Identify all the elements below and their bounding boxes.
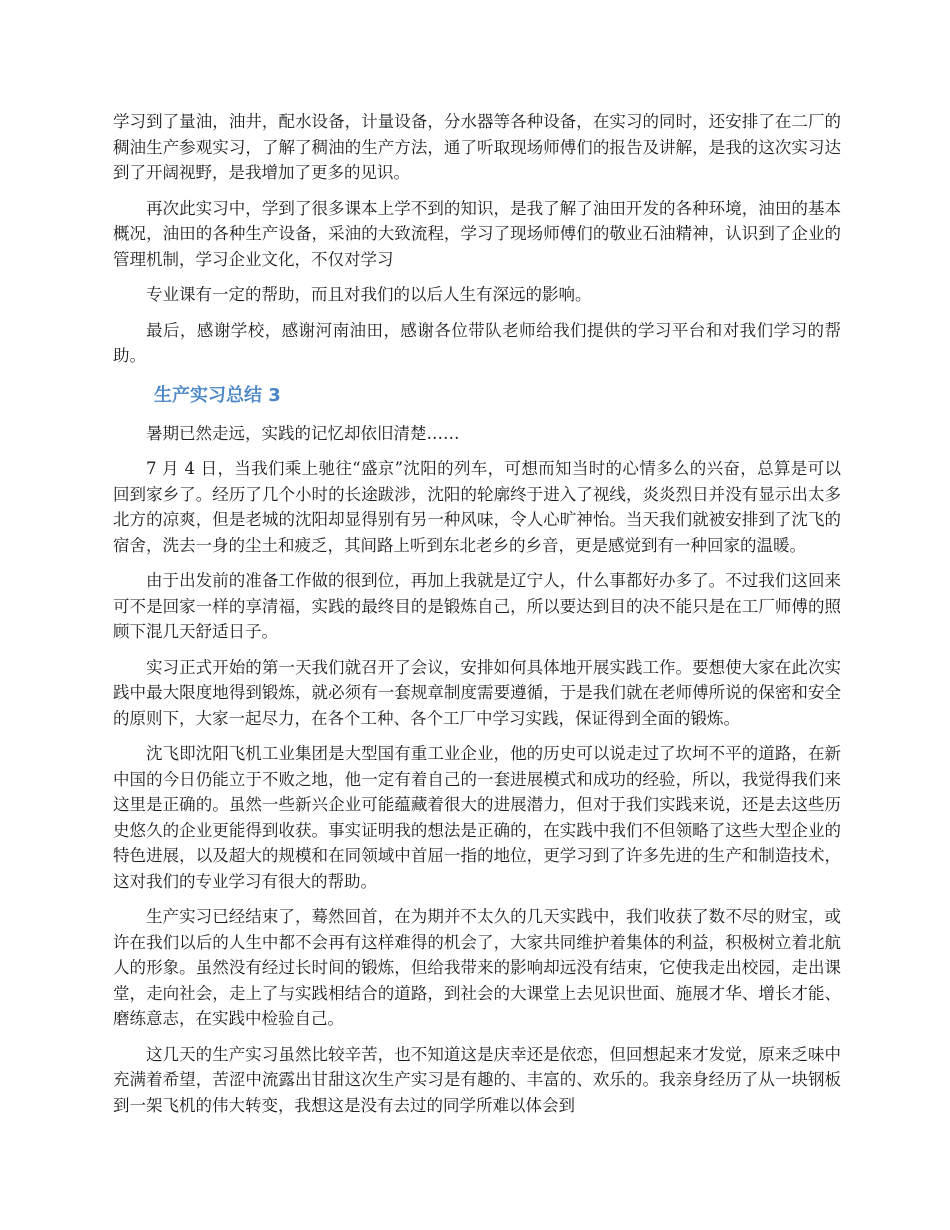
- paragraph: 生产实习已经结束了，蓦然回首，在为期并不太久的几天实践中，我们收获了数不尽的财宝，或许在我们以后的人生中都不会再有这样难得的机会了，大家共同维护着集体的利益，积极树立着北航人的形象。虽然没有经过长时间的锻炼，但给我带来的影响却远没有结束，它使我走出校园，走出课堂，走向社会，走上了与实践相结合的道路，到社会的大课堂上去见识世面、施展才华、增长才能、磨练意志，在实践中检验自己。: [113, 907, 841, 1028]
- paragraph: 最后，感谢学校，感谢河南油田，感谢各位带队老师给我们提供的学习平台和对我们学习的帮助。: [113, 320, 841, 365]
- paragraph: 再次此实习中，学到了很多课本上学不到的知识，是我了解了油田开发的各种环境，油田的基本概况，油田的各种生产设备，采油的大致流程，学习了现场师傅们的敬业石油精神，认识到了企业的管理机制，学习企业文化，不仅对学习: [113, 198, 841, 269]
- document-page: [113, 109, 841, 1128]
- section-heading: 生产实习总结 3: [154, 384, 281, 406]
- paragraph: 这几天的生产实习虽然比较辛苦，也不知道这是庆幸还是依恋，但回想起来才发觉，原来乏味中充满着希望，苦涩中流露出甘甜这次生产实习是有趣的、丰富的、欢乐的。我亲身经历了从一块钢板到一架飞机的伟大转变，我想这是没有去过的同学所难以体会到: [113, 1044, 841, 1115]
- paragraph: 学习到了量油，油井，配水设备，计量设备，分水器等各种设备，在实习的同时，还安排了在二厂的稠油生产参观实习，了解了稠油的生产方法，通了听取现场师傅们的报告及讲解，是我的这次实习达到了开阔视野，是我增加了更多的见识。: [113, 112, 841, 182]
- paragraph: 实习正式开始的第一天我们就召开了会议，安排如何具体地开展实践工作。要想使大家在此次实践中最大限度地得到锻炼，就必须有一套规章制度需要遵循，于是我们就在老师傅所说的保密和安全的原则下，大家一起尽力，在各个工种、各个工厂中学习实践，保证得到全面的锻炼。: [113, 657, 841, 728]
- paragraph: 7 月 4 日，当我们乘上驰往“盛京”沈阳的列车，可想而知当时的心情多么的兴奋，总算是可以回到家乡了。经历了几个小时的长途跋涉，沈阳的轮廓终于进入了视线，炎炎烈日并没有显示出太多北方的凉爽，但是老城的沈阳却显得别有另一种风味，令人心旷神怡。当天我们就被安排到了沈飞的宿舍，洗去一身的尘土和疲乏，其间路上听到东北老乡的乡音，更是感觉到有一种回家的温暖。: [113, 459, 841, 555]
- paragraph: 沈飞即沈阳飞机工业集团是大型国有重工业企业，他的历史可以说走过了坎坷不平的道路，在新中国的今日仍能立于不败之地，他一定有着自己的一套进展模式和成功的经验，所以，我觉得我们来这里是正确的。虽然一些新兴企业可能蕴藏着很大的进展潜力，但对于我们实践来说，还是去这些历史悠久的企业更能得到收获。事实证明我的想法是正确的，在实践中我们不但领略了这些大型企业的特色进展，以及超大的规模和在同领域中首屈一指的地位，更学习到了许多先进的生产和制造技术，这对我们的专业学习有很大的帮助。: [113, 744, 841, 891]
- paragraph: 专业课有一定的帮助，而且对我们的以后人生有深远的影响。: [146, 285, 592, 304]
- paragraph: 由于出发前的准备工作做的很到位，再加上我就是辽宁人，什么事都好办多了。不过我们这回来可不是回家一样的享清福，实践的最终目的是锻炼自己，所以要达到目的决不能只是在工厂师傅的照顾下混几天舒适日子。: [113, 571, 841, 641]
- paragraph: 暑期已然走远，实践的记忆却依旧清楚……: [146, 423, 460, 443]
